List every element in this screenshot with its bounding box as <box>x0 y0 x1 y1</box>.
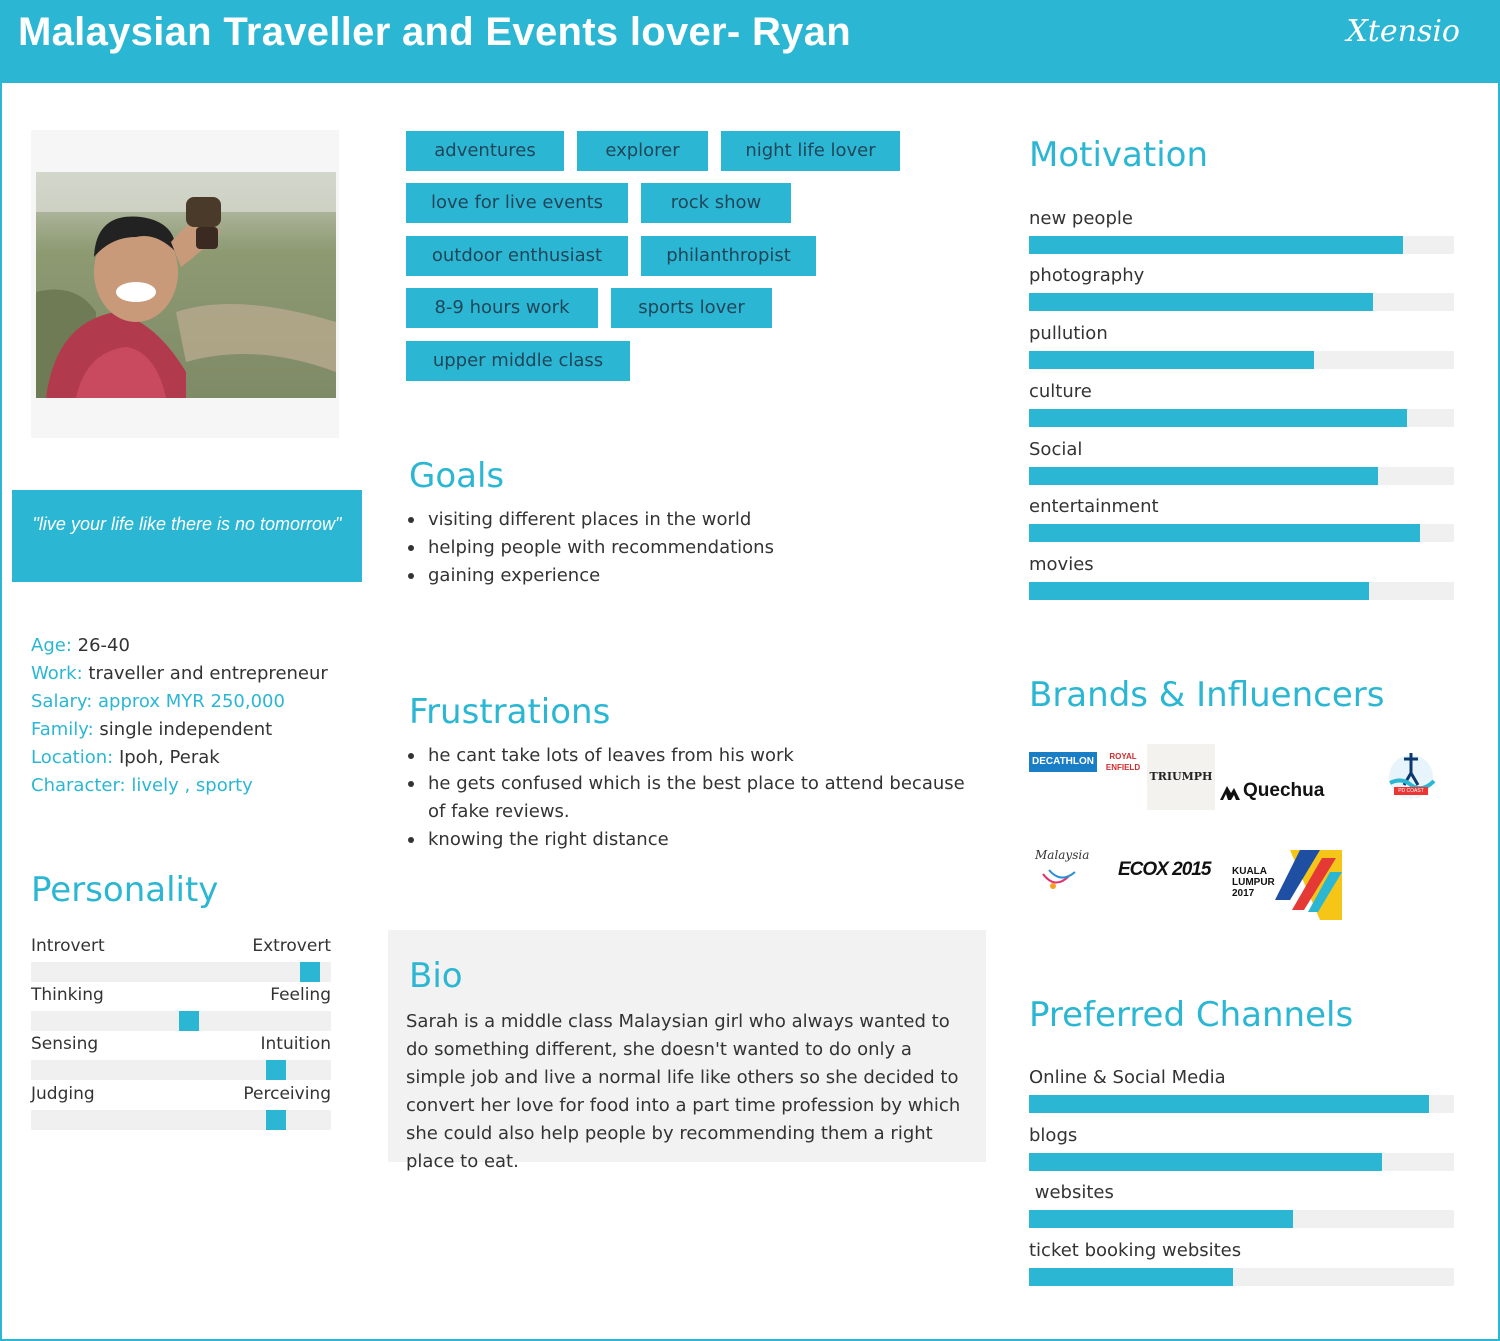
scale-marker[interactable] <box>300 962 320 982</box>
persona-info <box>31 632 328 800</box>
info-salary <box>31 688 328 716</box>
scale-right-label: Perceiving <box>243 1084 331 1104</box>
quechua-mark-icon <box>1219 780 1241 802</box>
info-value: Ipoh, Perak <box>118 747 220 768</box>
scale-marker[interactable] <box>266 1060 286 1080</box>
tag[interactable]: sports lover <box>611 288 772 328</box>
page-title: Malaysian Traveller and Events lover- Ryan <box>18 10 851 54</box>
pd-coast-run-text: PD COAST RUN <box>1398 788 1424 802</box>
scale-right-label: Intuition <box>260 1034 331 1054</box>
bar-fill <box>1029 351 1314 369</box>
scale-marker[interactable] <box>266 1110 286 1130</box>
bio-text: Sarah is a middle class Malaysian girl who always wanted to do something different, she doesn't wanted to do only a simple job and live a normal life like others so she decided to convert her love for food into a part time profession by which she could also help people by recommending them a right place to eat. <box>406 1011 961 1172</box>
motivation-item <box>1029 381 1454 403</box>
kuala-lumpur-text: KUALA LUMPUR 2017 <box>1232 866 1275 899</box>
quechua-logo: Quechua <box>1243 780 1325 801</box>
scale-right-label: Extrovert <box>252 936 331 956</box>
avatar-frame <box>31 130 339 438</box>
scale-track <box>31 1011 331 1031</box>
info-value: approx MYR 250,000 <box>98 691 285 712</box>
bar-label: Social <box>1029 439 1083 460</box>
info-value: traveller and entrepreneur <box>88 663 328 684</box>
bar-label: websites <box>1029 1182 1114 1203</box>
malaysia-truly-asia-logo <box>1035 848 1110 890</box>
channels-title: Preferred Channels <box>1029 995 1354 1035</box>
motivation-item <box>1029 265 1454 287</box>
info-label: Family: <box>31 719 94 740</box>
avatar <box>36 172 336 398</box>
bar-track <box>1029 582 1454 600</box>
bar-label: blogs <box>1029 1125 1078 1146</box>
list-item: knowing the right distance <box>406 826 981 854</box>
royal-enfield-logo: ROYAL ENFIELD <box>1105 752 1141 772</box>
motivation-item <box>1029 554 1454 576</box>
bar-track <box>1029 236 1454 254</box>
personality-title: Personality <box>31 870 219 910</box>
bar-fill <box>1029 293 1373 311</box>
bar-track <box>1029 293 1454 311</box>
scale-left-label: Introvert <box>31 936 105 956</box>
brand-logo[interactable]: Xtensio <box>1346 14 1460 49</box>
bar-label: culture <box>1029 381 1092 402</box>
ecox-2015-logo: ECOX 2015 <box>1118 859 1211 880</box>
bar-label: entertainment <box>1029 496 1159 517</box>
kuala-lumpur-2017-logo <box>1230 850 1342 920</box>
tag[interactable]: 8-9 hours work <box>406 288 598 328</box>
motivation-item <box>1029 439 1454 461</box>
motivation-item <box>1029 323 1454 345</box>
list-item: helping people with recommendations <box>406 534 976 562</box>
bar-fill <box>1029 1210 1293 1228</box>
pd-coast-run-logo <box>1382 747 1440 805</box>
channel-item <box>1029 1067 1454 1089</box>
info-label: Salary: <box>31 691 93 712</box>
frustrations-title: Frustrations <box>409 692 611 732</box>
info-value: single independent <box>99 719 273 740</box>
bar-fill <box>1029 1268 1233 1286</box>
motivation-item <box>1029 208 1454 230</box>
scale-track <box>31 1110 331 1130</box>
info-value: lively , sporty <box>131 775 253 796</box>
bar-label: photography <box>1029 265 1145 286</box>
list-item: he cant take lots of leaves from his work <box>406 742 981 770</box>
bar-track <box>1029 351 1454 369</box>
scale-left-label: Judging <box>31 1084 95 1104</box>
info-value: 26-40 <box>77 635 130 656</box>
bar-fill <box>1029 582 1369 600</box>
bar-label: ticket booking websites <box>1029 1240 1242 1261</box>
info-age <box>31 632 328 660</box>
info-family <box>31 716 328 744</box>
scale-track <box>31 1060 331 1080</box>
tag[interactable]: philanthropist <box>641 236 816 276</box>
malaysia-logo-text: Malaysia <box>1035 848 1090 862</box>
brands-title: Brands & Influencers <box>1029 675 1385 715</box>
bar-track <box>1029 1210 1454 1228</box>
bar-label: new people <box>1029 208 1133 229</box>
channel-item <box>1029 1125 1454 1147</box>
goals-title: Goals <box>409 456 505 496</box>
tag[interactable]: outdoor enthusiast <box>406 236 628 276</box>
scale-left-label: Thinking <box>31 985 104 1005</box>
bar-label: pullution <box>1029 323 1108 344</box>
scale-marker[interactable] <box>179 1011 199 1031</box>
tag[interactable]: rock show <box>641 183 791 223</box>
tag[interactable]: explorer <box>577 131 708 171</box>
bar-track <box>1029 524 1454 542</box>
info-label: Work: <box>31 663 83 684</box>
bar-label: movies <box>1029 554 1094 575</box>
tag[interactable]: adventures <box>406 131 564 171</box>
bar-track <box>1029 1268 1454 1286</box>
quote-box: "live your life like there is no tomorrow" <box>12 490 362 582</box>
motivation-item <box>1029 496 1454 518</box>
list-item: visiting different places in the world <box>406 506 976 534</box>
info-character <box>31 772 328 800</box>
bar-fill <box>1029 236 1403 254</box>
frustrations-list <box>406 742 981 854</box>
info-label: Character: <box>31 775 126 796</box>
bar-track <box>1029 1095 1454 1113</box>
bio-card <box>388 930 986 1172</box>
info-label: Age: <box>31 635 72 656</box>
info-label: Location: <box>31 747 114 768</box>
channel-item <box>1029 1182 1454 1204</box>
motivation-title: Motivation <box>1029 135 1208 175</box>
bar-label: Online & Social Media <box>1029 1067 1226 1088</box>
header-bar <box>0 0 1500 83</box>
tag[interactable]: upper middle class <box>406 341 630 381</box>
list-item: he gets confused which is the best place to attend because of fake reviews. <box>406 770 981 826</box>
bar-track <box>1029 1153 1454 1171</box>
bar-fill <box>1029 1095 1429 1113</box>
bio-title: Bio <box>409 956 463 996</box>
info-work <box>31 660 328 688</box>
scale-right-label: Feeling <box>270 985 331 1005</box>
scale-track <box>31 962 331 982</box>
list-item: gaining experience <box>406 562 976 590</box>
bar-fill <box>1029 409 1407 427</box>
goals-list <box>406 506 976 590</box>
decathlon-logo: DECATHLON <box>1029 752 1097 772</box>
scale-left-label: Sensing <box>31 1034 99 1054</box>
triumph-logo: TRIUMPH <box>1147 744 1215 810</box>
bar-fill <box>1029 467 1378 485</box>
bar-track <box>1029 467 1454 485</box>
info-location <box>31 744 328 772</box>
tag[interactable]: night life lover <box>721 131 900 171</box>
channel-item <box>1029 1240 1454 1262</box>
bar-fill <box>1029 1153 1382 1171</box>
bar-track <box>1029 409 1454 427</box>
bar-fill <box>1029 524 1420 542</box>
tag[interactable]: love for live events <box>406 183 628 223</box>
